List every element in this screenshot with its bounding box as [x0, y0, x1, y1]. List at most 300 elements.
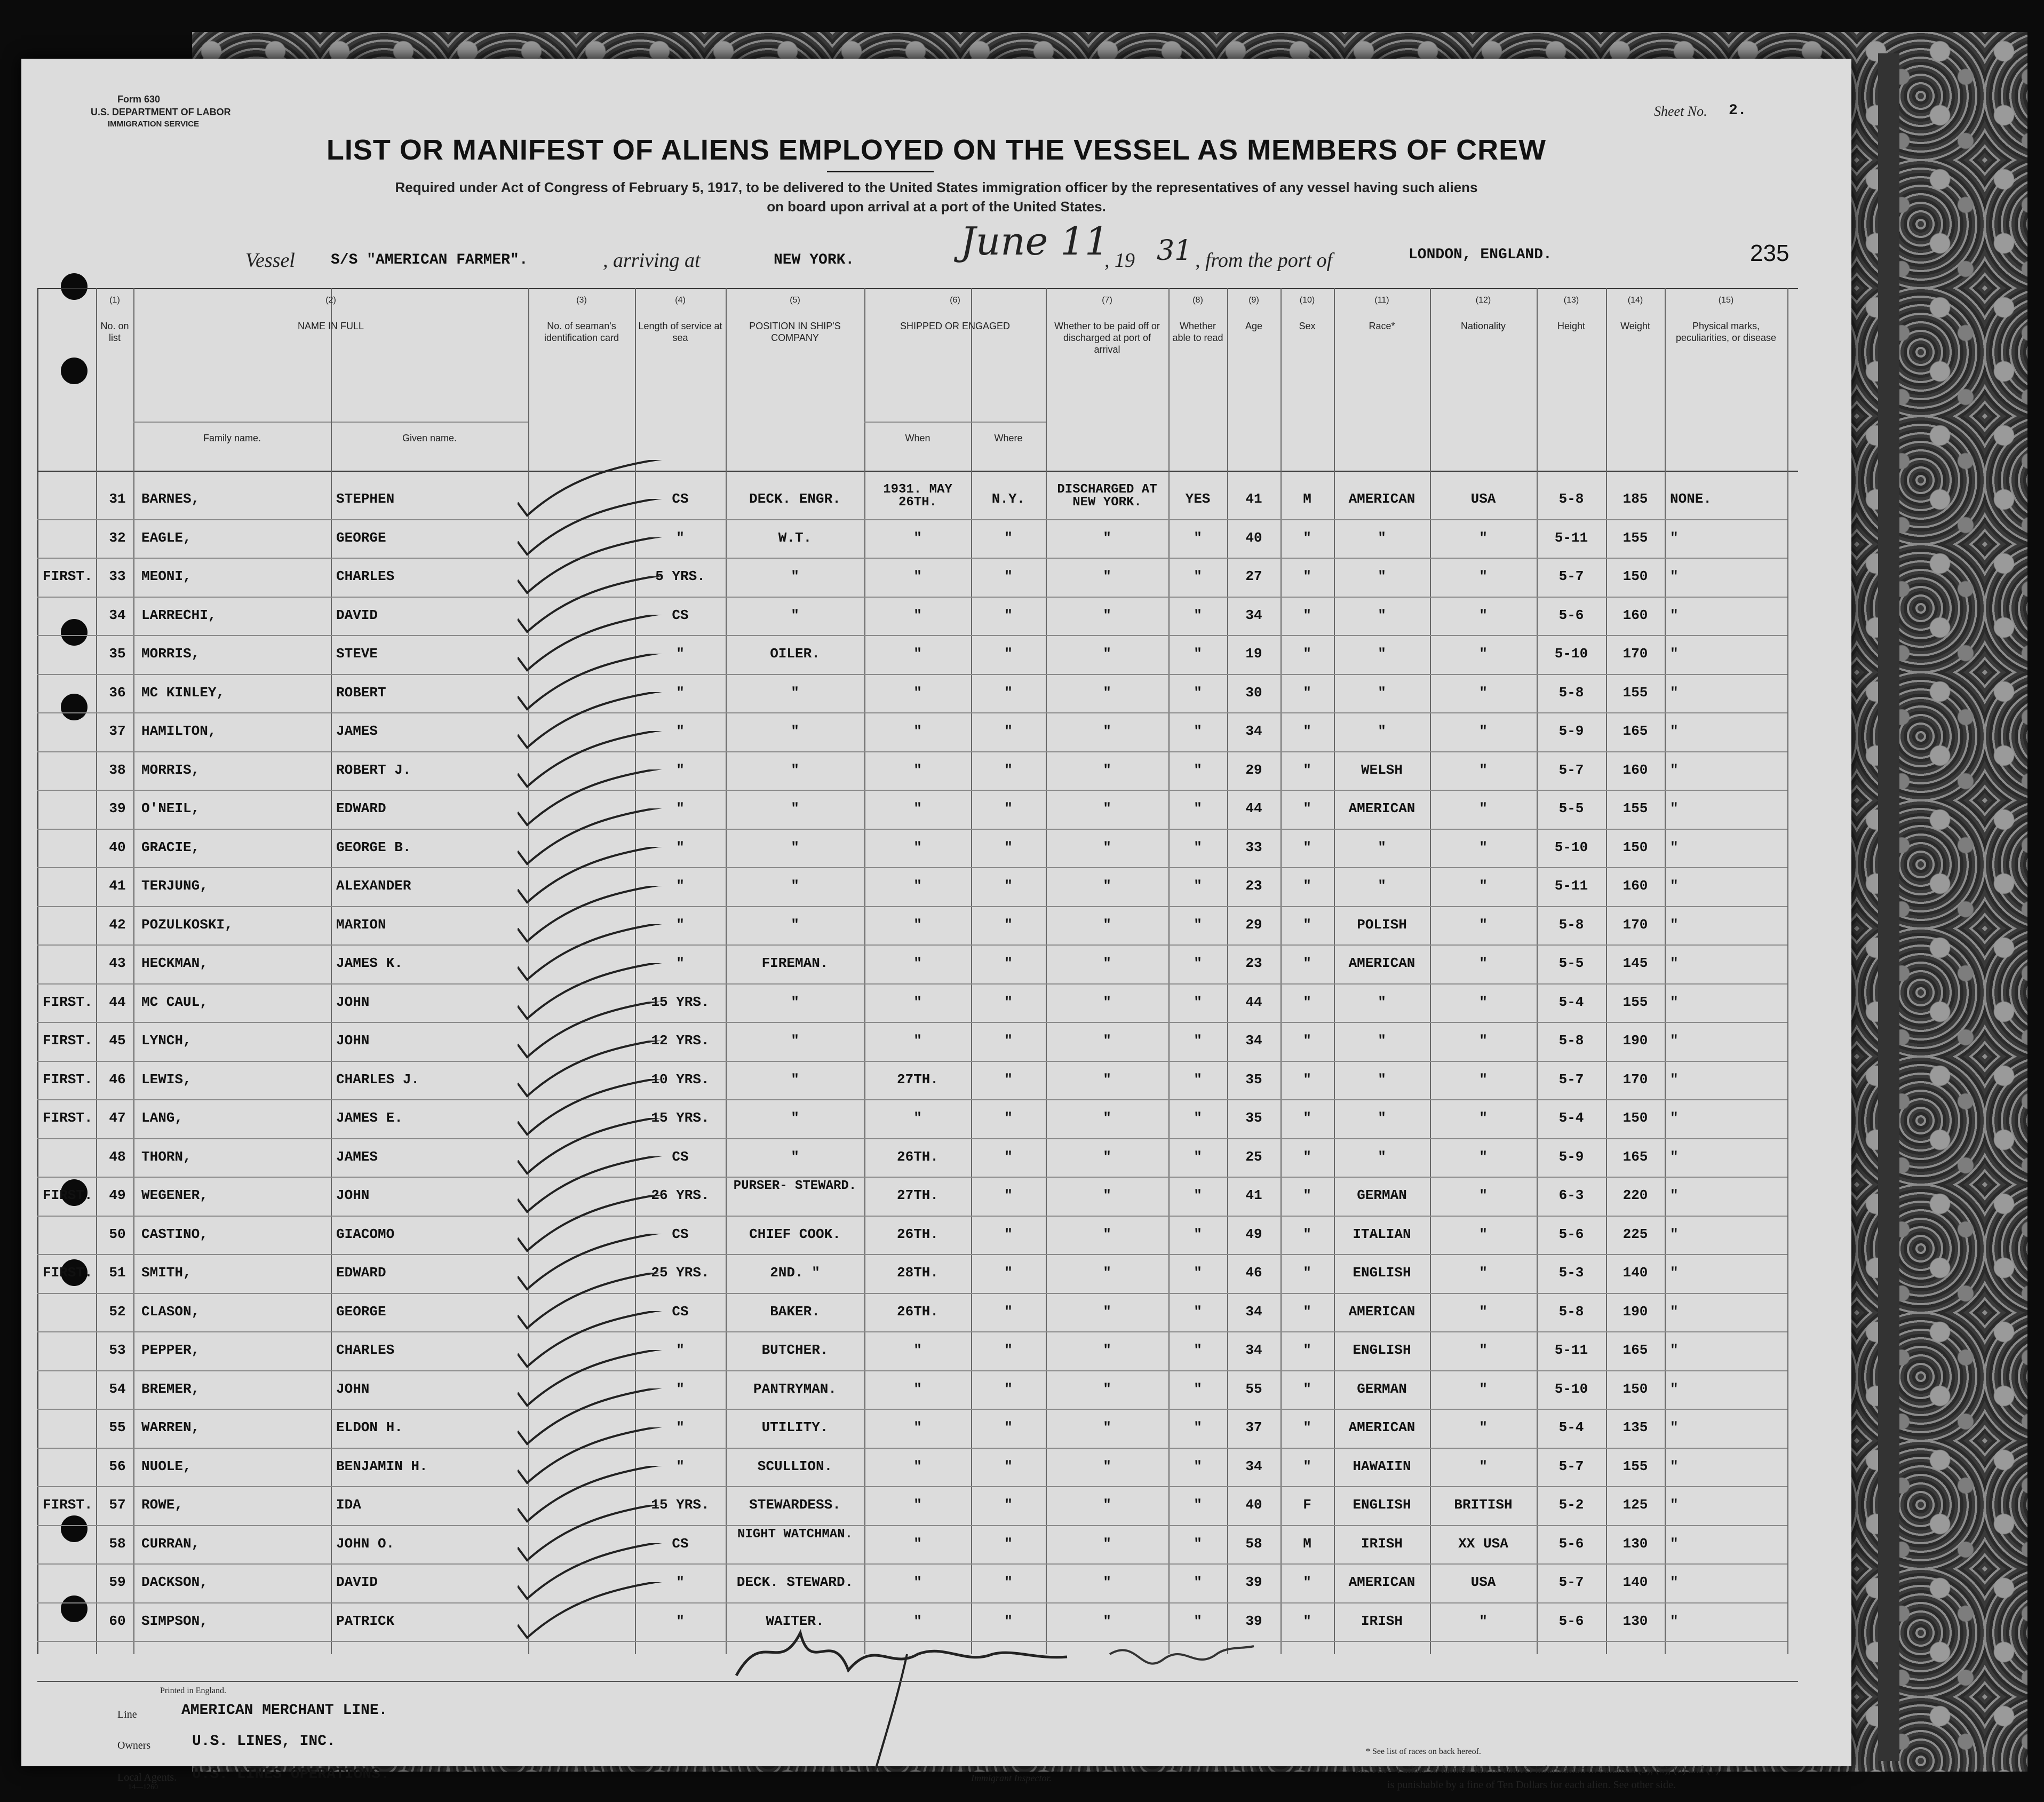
cell-nat: ": [1479, 684, 1488, 701]
cell-where: ": [1004, 529, 1013, 546]
cell-read: ": [1194, 1497, 1202, 1513]
cell-given: PATRICK: [336, 1613, 395, 1629]
cell-family: SIMPSON,: [141, 1613, 208, 1629]
cell-weight: 145: [1623, 955, 1648, 971]
service-name: IMMIGRATION SERVICE: [108, 120, 200, 129]
cell-height: 5-3: [1558, 1265, 1584, 1281]
cell-position: ": [791, 607, 799, 623]
cell-when: ": [913, 839, 922, 855]
cell-read: YES: [1185, 491, 1211, 507]
table-row: [21, 1062, 1851, 1101]
cell-marks: ": [1670, 761, 1679, 778]
cell-age: 29: [1245, 916, 1262, 933]
cell-service: ": [676, 1574, 685, 1590]
cell-no: 53: [109, 1342, 126, 1358]
cell-marks: ": [1670, 1342, 1679, 1358]
cell-race: AMERICAN: [1348, 1419, 1415, 1435]
cell-service: 10 YRS.: [651, 1071, 710, 1087]
cell-when: ": [913, 1110, 922, 1126]
cell-marks: ": [1670, 1380, 1679, 1397]
cell-where: ": [1004, 1265, 1013, 1281]
column-number: (3): [576, 296, 587, 305]
cell-service: ": [676, 1342, 685, 1358]
cell-where: ": [1004, 839, 1013, 855]
cell-family: LANG,: [141, 1110, 184, 1126]
cell-height: 5-6: [1558, 1613, 1584, 1629]
cell-no: 44: [109, 994, 126, 1010]
cell-no: 39: [109, 800, 126, 816]
cell-service: ": [676, 684, 685, 701]
cell-marks: ": [1670, 916, 1679, 933]
cell-marks: ": [1670, 1535, 1679, 1552]
cell-position: ": [791, 723, 799, 739]
cell-age: 34: [1245, 1303, 1262, 1320]
cell-when: 27TH.: [896, 1071, 939, 1087]
cell-paid: ": [1103, 723, 1111, 739]
form-number: Form 630: [117, 94, 161, 105]
from-port-label: , from the port of: [1195, 249, 1333, 272]
cell-age: 30: [1245, 684, 1262, 701]
cell-weight: 155: [1623, 994, 1648, 1010]
cell-weight: 160: [1623, 878, 1648, 894]
column-number: (2): [325, 296, 336, 305]
cell-where: ": [1004, 955, 1013, 971]
cell-height: 5-7: [1558, 1071, 1584, 1087]
cell-height: 5-11: [1554, 878, 1588, 894]
cell-no: 52: [109, 1303, 126, 1320]
cell-service: ": [676, 529, 685, 546]
cell-no: 37: [109, 723, 126, 739]
cell-when: 28TH.: [896, 1265, 939, 1281]
cell-age: 34: [1245, 607, 1262, 623]
cell-nat: ": [1479, 800, 1488, 816]
cell-read: ": [1194, 1110, 1202, 1126]
table-row: [21, 598, 1851, 637]
table-row: [21, 1139, 1851, 1179]
cell-sex: ": [1303, 723, 1311, 739]
cell-sex: ": [1303, 1226, 1311, 1242]
cell-age: 19: [1245, 646, 1262, 662]
cell-sex: ": [1303, 1342, 1311, 1358]
department-name: U.S. DEPARTMENT OF LABOR: [91, 107, 231, 117]
cell-given: JAMES E.: [336, 1110, 403, 1126]
cell-no: 40: [109, 839, 126, 855]
table-row: [21, 1100, 1851, 1140]
cell-height: 5-7: [1558, 1458, 1584, 1474]
cell-position: ": [791, 839, 799, 855]
cell-service: 15 YRS.: [651, 994, 710, 1010]
cell-given: JOHN O.: [336, 1535, 395, 1552]
cell-when: 26TH.: [896, 1148, 939, 1165]
cell-paid: ": [1103, 1148, 1111, 1165]
cell-pre: FIRST.: [43, 1110, 93, 1126]
cell-where: ": [1004, 1033, 1013, 1049]
header-subdivider: [331, 422, 332, 471]
table-row: [21, 1217, 1851, 1256]
cell-weight: 135: [1623, 1419, 1648, 1435]
cell-read: ": [1194, 761, 1202, 778]
cell-age: 55: [1245, 1380, 1262, 1397]
cell-height: 5-8: [1558, 1303, 1584, 1320]
cell-no: 43: [109, 955, 126, 971]
cell-where: ": [1004, 723, 1013, 739]
cell-paid: ": [1103, 800, 1111, 816]
cell-paid: ": [1103, 646, 1111, 662]
table-row: [21, 1023, 1851, 1062]
cell-no: 42: [109, 916, 126, 933]
cell-no: 58: [109, 1535, 126, 1552]
table-row: [21, 946, 1851, 985]
cell-service: ": [676, 878, 685, 894]
cell-when: 26TH.: [896, 1303, 939, 1320]
cell-where: ": [1004, 607, 1013, 623]
cell-nat: ": [1479, 955, 1488, 971]
cell-sex: ": [1303, 646, 1311, 662]
cell-no: 31: [109, 491, 126, 507]
cell-weight: 185: [1623, 491, 1648, 507]
cell-nat: ": [1479, 607, 1488, 623]
cell-nat: ": [1479, 1303, 1488, 1320]
cell-paid: ": [1103, 1380, 1111, 1397]
fine-note-line1: NOTE.—Failure to furnish full or correct information in columns (2), (5), (6) and (7): [1355, 1764, 1720, 1776]
cell-marks: ": [1670, 1419, 1679, 1435]
cell-race: ": [1378, 684, 1386, 701]
cell-when: ": [913, 994, 922, 1010]
cell-age: 34: [1245, 1458, 1262, 1474]
cell-marks: ": [1670, 1458, 1679, 1474]
column-header: Sex: [1299, 321, 1316, 331]
cell-sex: M: [1303, 491, 1311, 507]
from-port: LONDON, ENGLAND.: [1409, 247, 1552, 263]
cell-sex: ": [1303, 761, 1311, 778]
cell-read: ": [1194, 529, 1202, 546]
cell-age: 23: [1245, 955, 1262, 971]
cell-given: GEORGE: [336, 1303, 386, 1320]
table-row: [21, 1487, 1851, 1527]
cell-height: 6-3: [1558, 1187, 1584, 1203]
cell-paid: ": [1103, 839, 1111, 855]
cell-read: ": [1194, 646, 1202, 662]
cell-marks: ": [1670, 1497, 1679, 1513]
cell-read: ": [1194, 723, 1202, 739]
column-header: Age: [1245, 321, 1263, 331]
cell-service: ": [676, 723, 685, 739]
cell-age: 33: [1245, 839, 1262, 855]
cell-family: LYNCH,: [141, 1033, 192, 1049]
table-row: [21, 481, 1851, 521]
table-row: [21, 1332, 1851, 1372]
cell-sex: ": [1303, 1110, 1311, 1126]
cell-when: ": [913, 1497, 922, 1513]
cell-when: ": [913, 1380, 922, 1397]
cell-given: JOHN: [336, 1033, 370, 1049]
cell-no: 35: [109, 646, 126, 662]
cell-position: ": [791, 1071, 799, 1087]
cell-given: GEORGE: [336, 529, 386, 546]
cell-sex: ": [1303, 1187, 1311, 1203]
cell-nat: USA: [1470, 1574, 1496, 1590]
cell-service: ": [676, 916, 685, 933]
cell-pre: FIRST.: [43, 1033, 93, 1049]
cell-marks: ": [1670, 1148, 1679, 1165]
column-header: Physical marks, peculiarities, or disease: [1675, 321, 1777, 343]
cell-height: 5-4: [1558, 994, 1584, 1010]
cell-sex: ": [1303, 1613, 1311, 1629]
cell-weight: 220: [1623, 1187, 1648, 1203]
cell-no: 50: [109, 1226, 126, 1242]
cell-nat: ": [1479, 1613, 1488, 1629]
cell-service: ": [676, 800, 685, 816]
cell-height: 5-9: [1558, 723, 1584, 739]
cell-when: ": [913, 955, 922, 971]
owners-value: U.S. LINES, INC.: [192, 1733, 336, 1750]
cell-sex: ": [1303, 684, 1311, 701]
line-value: AMERICAN MERCHANT LINE.: [181, 1702, 388, 1719]
cell-where: ": [1004, 684, 1013, 701]
cell-service: 12 YRS.: [651, 1033, 710, 1049]
cell-family: DACKSON,: [141, 1574, 208, 1590]
table-row: [21, 868, 1851, 908]
subtitle-line2: on board upon arrival at a port of the United States.: [767, 199, 1106, 215]
cell-given: JOHN: [336, 994, 370, 1010]
cell-sex: ": [1303, 1574, 1311, 1590]
cell-race: HAWAIIN: [1353, 1458, 1411, 1474]
cell-race: AMERICAN: [1348, 1303, 1415, 1320]
cell-height: 5-6: [1558, 1535, 1584, 1552]
cell-family: WARREN,: [141, 1419, 200, 1435]
cell-when: ": [913, 1033, 922, 1049]
cell-marks: ": [1670, 955, 1679, 971]
cell-where: ": [1004, 1380, 1013, 1397]
cell-age: 46: [1245, 1265, 1262, 1281]
column-number: (11): [1374, 296, 1389, 305]
cell-family: SMITH,: [141, 1265, 192, 1281]
cell-where: ": [1004, 916, 1013, 933]
cell-pre: FIRST.: [43, 994, 93, 1010]
cell-height: 5-7: [1558, 1574, 1584, 1590]
check-mark-icon: [518, 1582, 688, 1646]
cell-nat: ": [1479, 529, 1488, 546]
cell-marks: ": [1670, 1226, 1679, 1242]
cell-read: ": [1194, 994, 1202, 1010]
column-header: Given name.: [402, 433, 457, 443]
subtitle-line1: Required under Act of Congress of February 5, 1917, to be delivered to the United States immigration officer by the representatives of any vessel having such aliens: [395, 179, 1478, 195]
cell-weight: 155: [1623, 1458, 1648, 1474]
cell-race: GERMAN: [1357, 1380, 1407, 1397]
cell-where: ": [1004, 1110, 1013, 1126]
column-number: (10): [1299, 296, 1315, 305]
vessel-name: S/S "AMERICAN FARMER".: [331, 252, 528, 268]
cell-marks: ": [1670, 839, 1679, 855]
cell-paid: ": [1103, 607, 1111, 623]
cell-given: ROBERT J.: [336, 761, 411, 778]
cell-height: 5-5: [1558, 955, 1584, 971]
cell-paid: ": [1103, 1110, 1111, 1126]
cell-weight: 165: [1623, 1342, 1648, 1358]
cell-position: W.T.: [778, 529, 812, 546]
cell-position: ": [791, 800, 799, 816]
cell-sex: M: [1303, 1535, 1311, 1552]
cell-race: ENGLISH: [1353, 1265, 1411, 1281]
cell-marks: ": [1670, 1303, 1679, 1320]
cell-given: GEORGE B.: [336, 839, 411, 855]
cell-read: ": [1194, 1613, 1202, 1629]
cell-nat: ": [1479, 1265, 1488, 1281]
cell-read: ": [1194, 1265, 1202, 1281]
cell-service: CS: [672, 1535, 689, 1552]
cell-given: CHARLES: [336, 1342, 395, 1358]
cell-pre: FIRST.: [43, 1187, 93, 1203]
stamp-number: 235: [1750, 240, 1790, 266]
cell-nat: ": [1479, 646, 1488, 662]
agents-value: U.S. LINES OPERATIONS.: [192, 1766, 389, 1783]
cell-no: 55: [109, 1419, 126, 1435]
cell-position: STEWARDESS.: [749, 1497, 841, 1513]
year-prefix: , 19: [1104, 249, 1135, 272]
printed-in: Printed in England.: [160, 1686, 226, 1695]
cell-paid: ": [1103, 1419, 1111, 1435]
cell-when: ": [913, 568, 922, 584]
cell-age: 39: [1245, 1613, 1262, 1629]
cell-given: JAMES: [336, 723, 378, 739]
cell-marks: NONE.: [1670, 491, 1712, 507]
column-header: Whether to be paid off or discharged at port of arrival: [1054, 321, 1160, 355]
cell-marks: ": [1670, 800, 1679, 816]
cell-given: MARION: [336, 916, 386, 933]
cell-weight: 160: [1623, 607, 1648, 623]
cell-no: 54: [109, 1380, 126, 1397]
cell-paid: ": [1103, 529, 1111, 546]
cell-nat: ": [1479, 1458, 1488, 1474]
cell-sex: ": [1303, 529, 1311, 546]
cell-family: ROWE,: [141, 1497, 184, 1513]
cell-no: 41: [109, 878, 126, 894]
cell-given: EDWARD: [336, 800, 386, 816]
cell-race: ENGLISH: [1353, 1497, 1411, 1513]
cell-race: ": [1378, 1148, 1386, 1165]
cell-given: DAVID: [336, 607, 378, 623]
cell-no: 46: [109, 1071, 126, 1087]
cell-weight: 125: [1623, 1497, 1648, 1513]
cell-nat: ": [1479, 839, 1488, 855]
cell-sex: ": [1303, 994, 1311, 1010]
cell-family: HAMILTON,: [141, 723, 217, 739]
arriving-port: NEW YORK.: [774, 252, 855, 268]
cell-read: ": [1194, 1071, 1202, 1087]
cell-given: JOHN: [336, 1380, 370, 1397]
cell-given: BENJAMIN H.: [336, 1458, 428, 1474]
cell-family: CURRAN,: [141, 1535, 200, 1552]
cell-position: PURSER- STEWARD.: [733, 1179, 857, 1193]
cell-read: ": [1194, 684, 1202, 701]
cell-no: 48: [109, 1148, 126, 1165]
cell-given: DAVID: [336, 1574, 378, 1590]
cell-family: WEGENER,: [141, 1187, 208, 1203]
manifest-title: LIST OR MANIFEST OF ALIENS EMPLOYED ON THE VESSEL AS MEMBERS OF CREW: [326, 134, 1547, 166]
table-row: [21, 675, 1851, 715]
cell-marks: ": [1670, 568, 1679, 584]
cell-where: ": [1004, 1187, 1013, 1203]
cell-race: ": [1378, 568, 1386, 584]
column-number: (14): [1627, 296, 1643, 305]
cell-age: 39: [1245, 1574, 1262, 1590]
cell-nat: ": [1479, 1071, 1488, 1087]
cell-where: ": [1004, 1574, 1013, 1590]
cell-race: ": [1378, 607, 1386, 623]
cell-pre: FIRST.: [43, 1071, 93, 1087]
cell-race: ITALIAN: [1353, 1226, 1411, 1242]
cell-paid: DISCHARGED AT NEW YORK.: [1057, 482, 1157, 510]
cell-family: POZULKOSKI,: [141, 916, 233, 933]
cell-weight: 165: [1623, 1148, 1648, 1165]
owners-label: Owners: [117, 1740, 151, 1751]
cell-given: GIACOMO: [336, 1226, 395, 1242]
cell-age: 41: [1245, 491, 1262, 507]
cell-age: 27: [1245, 568, 1262, 584]
cell-where: ": [1004, 1148, 1013, 1165]
cell-marks: ": [1670, 723, 1679, 739]
cell-service: ": [676, 1458, 685, 1474]
cell-family: BREMER,: [141, 1380, 200, 1397]
cell-race: ": [1378, 1071, 1386, 1087]
cell-where: ": [1004, 994, 1013, 1010]
cell-given: STEPHEN: [336, 491, 395, 507]
cell-age: 37: [1245, 1419, 1262, 1435]
cell-family: NUOLE,: [141, 1458, 192, 1474]
cell-marks: ": [1670, 607, 1679, 623]
cell-race: AMERICAN: [1348, 800, 1415, 816]
cell-family: HECKMAN,: [141, 955, 208, 971]
cell-position: DECK. STEWARD.: [736, 1574, 854, 1590]
table-row: [21, 713, 1851, 753]
cell-height: 5-10: [1554, 1380, 1588, 1397]
fine-note-line2: is punishable by a fine of Ten Dollars for each alien. See other side.: [1387, 1779, 1676, 1791]
cell-paid: ": [1103, 1535, 1111, 1552]
column-number: (9): [1248, 296, 1259, 305]
form-code: 14—1260: [128, 1783, 158, 1791]
table-row: [21, 1410, 1851, 1449]
cell-read: ": [1194, 878, 1202, 894]
cell-where: ": [1004, 878, 1013, 894]
cell-pre: FIRST.: [43, 1265, 93, 1281]
column-header: Race*: [1369, 321, 1395, 331]
cell-position: BUTCHER.: [761, 1342, 829, 1358]
cell-race: IRISH: [1361, 1613, 1403, 1629]
column-number: (6): [950, 296, 960, 305]
cell-no: 57: [109, 1497, 126, 1513]
cell-given: JOHN: [336, 1187, 370, 1203]
column-header: NAME IN FULL: [297, 321, 364, 331]
table-row: [21, 559, 1851, 598]
cell-when: ": [913, 878, 922, 894]
cell-race: ": [1378, 529, 1386, 546]
cell-family: LEWIS,: [141, 1071, 192, 1087]
title-underline: [827, 171, 934, 172]
column-number: (7): [1102, 296, 1112, 305]
cell-sex: ": [1303, 1071, 1311, 1087]
cell-where: ": [1004, 1071, 1013, 1087]
cell-position: ": [791, 878, 799, 894]
column-header: No. on list: [100, 321, 129, 343]
manifest-sheet: [21, 59, 1851, 1791]
year-handwritten: 31: [1157, 235, 1192, 267]
cell-race: ": [1378, 1110, 1386, 1126]
cell-service: CS: [672, 1148, 689, 1165]
cell-family: MC KINLEY,: [141, 684, 225, 701]
cell-service: 15 YRS.: [651, 1497, 710, 1513]
cell-nat: ": [1479, 1148, 1488, 1165]
cell-where: ": [1004, 1458, 1013, 1474]
